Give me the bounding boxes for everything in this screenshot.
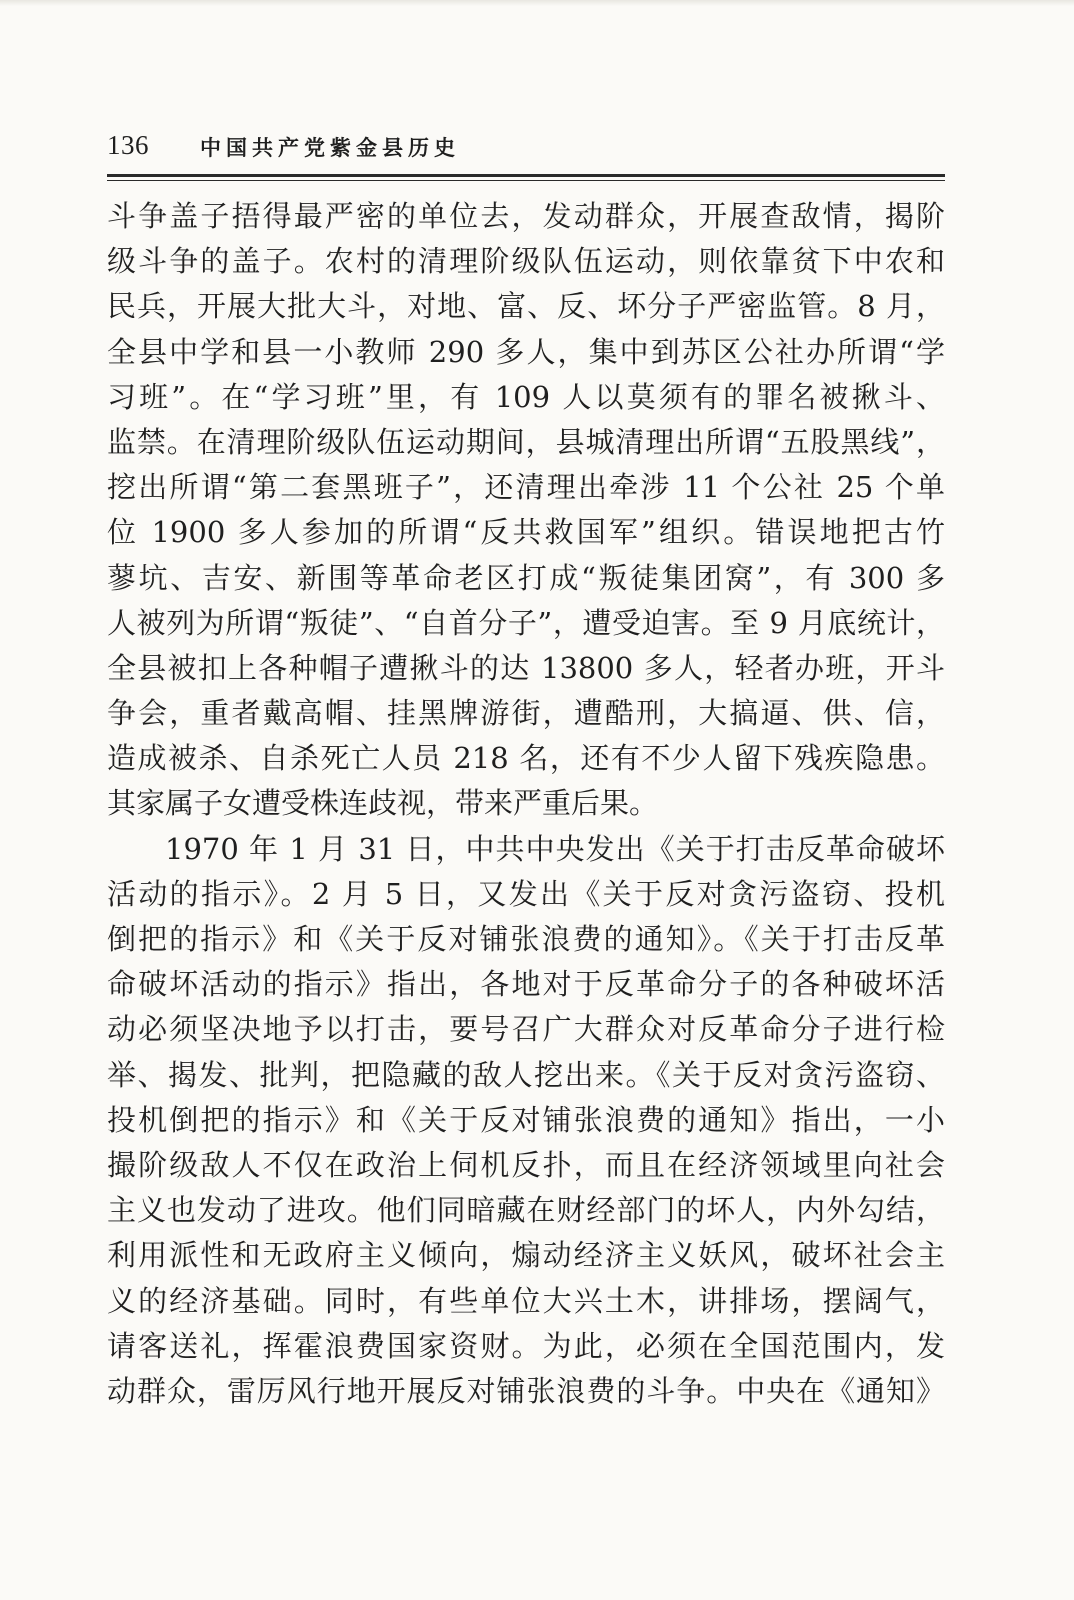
text-line: 位 1900 多人参加的所谓“反共救国军”组织。错误地把古竹 xyxy=(107,515,945,550)
text-line: 义的经济基础。同时，有些单位大兴土木，讲排场，摆阔气， xyxy=(107,1283,945,1318)
running-header xyxy=(107,128,945,168)
text-line: 斗争盖子捂得最严密的单位去，发动群众，开展查敌情，揭阶 xyxy=(107,199,945,233)
body-text xyxy=(107,194,945,1414)
text-line: 民兵，开展大批大斗，对地、富、反、坏分子严密监管。8 月， xyxy=(107,289,945,324)
text-line: 倒把的指示》和《关于反对铺张浪费的通知》。《关于打击反革 xyxy=(107,922,945,956)
page-number: 136 xyxy=(107,130,149,160)
text-line: 全县中学和县一小教师 290 多人，集中到苏区公社办所谓“学 xyxy=(107,334,945,369)
text-line: 其家属子女遭受株连歧视，带来严重后果。 xyxy=(107,786,659,821)
text-line: 投机倒把的指示》和《关于反对铺张浪费的通知》指出，一小 xyxy=(107,1102,945,1137)
text-line: 争会，重者戴高帽、挂黑牌游街，遭酷刑，大搞逼、供、信， xyxy=(107,696,945,731)
text-line: 命破坏活动的指示》指出，各地对于反革命分子的各种破坏活 xyxy=(107,967,945,1002)
text-line: 人被列为所谓“叛徒”、“自首分子”，遭受迫害。至 9 月底统计， xyxy=(107,605,945,640)
text-line: 蓼坑、吉安、新围等革命老区打成“叛徒集团窝”，有 300 多 xyxy=(107,560,945,595)
text-line: 撮阶级敌人不仅在政治上伺机反扑，而且在经济领域里向社会 xyxy=(107,1147,945,1182)
text-line: 全县被扣上各种帽子遭揪斗的达 13800 多人，轻者办班，开斗 xyxy=(107,650,945,685)
text-line: 监禁。在清理阶级队伍运动期间，县城清理出所谓“五股黑线”， xyxy=(107,424,945,459)
book-title: 中国共产党紫金县历史 xyxy=(200,136,460,160)
text-line: 动群众，雷厉风行地开展反对铺张浪费的斗争。中央在《通知》 xyxy=(107,1373,945,1408)
text-line: 举、揭发、批判，把隐藏的敌人挖出来。《关于反对贪污盗窃、 xyxy=(107,1057,945,1092)
header-rule-thin xyxy=(107,180,945,181)
text-line: 挖出所谓“第二套黑班子”，还清理出牵涉 11 个公社 25 个单 xyxy=(107,470,946,505)
text-line: 级斗争的盖子。农村的清理阶级队伍运动，则依靠贫下中农和 xyxy=(107,244,945,279)
text-line: 请客送礼，挥霍浪费国家资财。为此，必须在全国范围内，发 xyxy=(107,1328,945,1363)
text-line: 利用派性和无政府主义倾向，煽动经济主义妖风，破坏社会主 xyxy=(107,1238,945,1273)
text-line: 习班”。在“学习班”里，有 109 人以莫须有的罪名被揪斗、 xyxy=(107,379,945,414)
text-line: 1970 年 1 月 31 日，中共中央发出《关于打击反革命破坏 xyxy=(165,831,945,866)
text-line: 造成被杀、自杀死亡人员 218 名，还有不少人留下残疾隐患。 xyxy=(107,741,945,776)
header-rule-thick xyxy=(107,174,945,177)
text-line: 主义也发动了进攻。他们同暗藏在财经部门的坏人，内外勾结， xyxy=(107,1193,945,1228)
text-line: 动必须坚决地予以打击，要号召广大群众对反革命分子进行检 xyxy=(107,1012,945,1047)
page-top-edge xyxy=(0,0,1074,6)
text-line: 活动的指示》。2 月 5 日，又发出《关于反对贪污盗窃、投机 xyxy=(107,876,945,911)
